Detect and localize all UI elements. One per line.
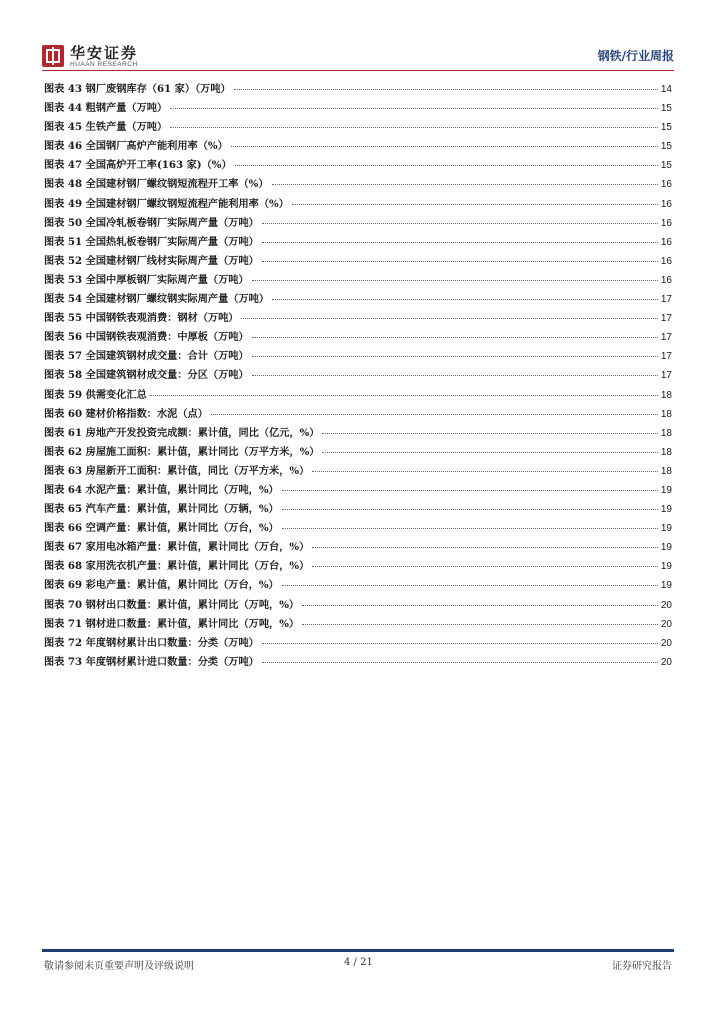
toc-entry[interactable]	[44, 405, 672, 424]
toc-entry[interactable]	[44, 596, 672, 615]
toc-entry-page[interactable]: 20	[660, 637, 672, 649]
toc-leader-dots	[235, 165, 658, 166]
toc-entry[interactable]	[44, 195, 672, 214]
toc-entry-title[interactable]: 图表 50 全国冷轧板卷钢厂实际周产量（万吨）	[44, 216, 259, 229]
logo-chinese-name: 华安证券	[70, 44, 139, 62]
toc-leader-dots	[262, 662, 658, 663]
toc-entry-page[interactable]: 19	[660, 542, 672, 554]
toc-entry-page[interactable]: 16	[660, 179, 672, 191]
toc-leader-dots	[252, 356, 658, 357]
toc-leader-dots	[252, 337, 658, 338]
toc-entry[interactable]	[44, 175, 672, 194]
toc-entry-page[interactable]: 17	[660, 351, 672, 363]
toc-entry-page[interactable]: 16	[660, 255, 672, 267]
toc-entry[interactable]	[44, 99, 672, 118]
toc-leader-dots	[170, 108, 658, 109]
toc-entry-title[interactable]: 图表 68 家用洗衣机产量：累计值，累计同比（万台，%）	[44, 560, 310, 573]
toc-entry[interactable]	[44, 538, 672, 557]
toc-entry-page[interactable]: 18	[660, 427, 672, 439]
toc-entry[interactable]	[44, 576, 672, 595]
toc-entry-title[interactable]: 图表 69 彩电产量：累计值，累计同比（万台，%）	[44, 579, 279, 592]
toc-entry[interactable]	[44, 290, 672, 309]
toc-entry[interactable]	[44, 309, 672, 328]
toc-entry[interactable]	[44, 653, 672, 672]
toc-entry-page[interactable]: 15	[660, 103, 672, 115]
toc-entry-title[interactable]: 图表 60 建材价格指数：水泥（点）	[44, 407, 208, 420]
toc-leader-dots	[252, 280, 658, 281]
footer-report-label: 证券研究报告	[612, 961, 672, 972]
toc-entry[interactable]	[44, 118, 672, 137]
toc-entry-page[interactable]: 20	[660, 618, 672, 630]
toc-entry-title[interactable]: 图表 65 汽车产量：累计值，累计同比（万辆，%）	[44, 503, 279, 516]
toc-entry-title[interactable]: 图表 45 生铁产量（万吨）	[44, 121, 168, 134]
logo-english-name: HUAAN RESEARCH	[70, 61, 138, 68]
page-number: 4 / 21	[344, 957, 373, 968]
toc-entry-title[interactable]: 图表 54 全国建材钢厂螺纹钢实际周产量（万吨）	[44, 293, 270, 306]
toc-leader-dots	[262, 242, 658, 243]
toc-leader-dots	[292, 204, 658, 205]
toc-entry-title[interactable]: 图表 62 房屋施工面积：累计值，累计同比（万平方米，%）	[44, 445, 320, 458]
toc-leader-dots	[262, 643, 658, 644]
toc-entry-page[interactable]: 15	[660, 141, 672, 153]
toc-entry[interactable]	[44, 233, 672, 252]
toc-entry-title[interactable]: 图表 73 年度钢材累计进口数量：分类（万吨）	[44, 655, 259, 668]
toc-leader-dots	[241, 318, 657, 319]
toc-leader-dots	[282, 509, 658, 510]
toc-entry-title[interactable]: 图表 63 房屋新开工面积：累计值，同比（万平方米，%）	[44, 464, 310, 477]
toc-entry-title[interactable]: 图表 43 钢厂废钢库存（61 家）（万吨）	[44, 83, 231, 95]
toc-entry-title[interactable]: 图表 72 年度钢材累计出口数量：分类（万吨）	[44, 636, 259, 649]
toc-entry-title[interactable]: 图表 67 家用电冰箱产量：累计值，累计同比（万台，%）	[44, 541, 310, 554]
toc-entry-page[interactable]: 19	[660, 561, 672, 573]
toc-leader-dots	[322, 433, 657, 434]
toc-entry[interactable]	[44, 557, 672, 576]
toc-entry[interactable]	[44, 156, 672, 175]
toc-entry-title[interactable]: 图表 46 全国钢厂高炉产能利用率（%）	[44, 140, 228, 153]
toc-leader-dots	[170, 127, 658, 128]
toc-entry-title[interactable]: 图表 70 钢材出口数量：累计值，累计同比（万吨，%）	[44, 598, 300, 611]
toc-entry-page[interactable]: 14	[660, 84, 672, 95]
toc-entry-page[interactable]: 17	[660, 332, 672, 344]
toc-entry-title[interactable]: 图表 51 全国热轧板卷钢厂实际周产量（万吨）	[44, 235, 259, 248]
toc-entry-title[interactable]: 图表 52 全国建材钢厂线材实际周产量（万吨）	[44, 254, 259, 267]
toc-entry-title[interactable]: 图表 57 全国建筑钢材成交量：合计（万吨）	[44, 350, 249, 363]
toc-entry[interactable]	[44, 615, 672, 634]
toc-leader-dots	[312, 547, 658, 548]
toc-entry-page[interactable]: 19	[660, 484, 672, 496]
toc-entry-page[interactable]: 16	[660, 236, 672, 248]
toc-entry-title[interactable]: 图表 55 中国钢铁表观消费：钢材（万吨）	[44, 312, 239, 325]
toc-entry-title[interactable]: 图表 61 房地产开发投资完成额：累计值，同比（亿元，%）	[44, 426, 320, 439]
toc-entry[interactable]	[44, 80, 672, 99]
toc-leader-dots	[282, 490, 658, 491]
toc-leader-dots	[302, 605, 658, 606]
toc-entry[interactable]	[44, 462, 672, 481]
toc-entry-title[interactable]: 图表 47 全国高炉开工率(163 家)（%）	[44, 159, 232, 172]
toc-entry-page[interactable]: 16	[660, 274, 672, 286]
toc-leader-dots	[272, 299, 658, 300]
toc-entry-title[interactable]: 图表 53 全国中厚板钢厂实际周产量（万吨）	[44, 273, 249, 286]
report-type: 钢铁/行业周报	[597, 49, 674, 63]
toc-entry[interactable]	[44, 443, 672, 462]
toc-entry-page[interactable]: 15	[660, 160, 672, 172]
toc-entry-page[interactable]: 19	[660, 580, 672, 592]
toc-entry-page[interactable]: 15	[660, 122, 672, 134]
toc-leader-dots	[272, 184, 658, 185]
toc-entry-page[interactable]: 18	[660, 408, 672, 420]
toc-entry-title[interactable]: 图表 44 粗钢产量（万吨）	[44, 102, 168, 115]
toc-entry-page[interactable]: 17	[660, 370, 672, 382]
toc-entry-page[interactable]: 18	[660, 465, 672, 477]
toc-entry[interactable]	[44, 214, 672, 233]
toc-leader-dots	[312, 471, 658, 472]
toc-entry[interactable]	[44, 271, 672, 290]
toc-entry-page[interactable]: 20	[660, 599, 672, 611]
toc-entry-page[interactable]: 20	[660, 656, 672, 668]
toc-entry-page[interactable]: 18	[660, 446, 672, 458]
toc-entry-page[interactable]: 19	[660, 504, 672, 516]
toc-entry-title[interactable]: 图表 56 中国钢铁表观消费：中厚板（万吨）	[44, 331, 249, 344]
toc-entry[interactable]	[44, 137, 672, 156]
toc-leader-dots	[322, 452, 657, 453]
page-header	[42, 40, 674, 70]
toc-entry-page[interactable]: 16	[660, 217, 672, 229]
toc-entry[interactable]	[44, 386, 672, 405]
toc-entry-title[interactable]: 图表 66 空调产量：累计值，累计同比（万台，%）	[44, 522, 279, 535]
toc-leader-dots	[252, 375, 658, 376]
toc-entry[interactable]	[44, 634, 672, 653]
toc-entry-title[interactable]: 图表 58 全国建筑钢材成交量：分区（万吨）	[44, 369, 249, 382]
toc-leader-dots	[211, 414, 658, 415]
toc-entry[interactable]	[44, 328, 672, 347]
toc-entry-page[interactable]: 17	[660, 294, 672, 306]
toc-leader-dots	[262, 261, 658, 262]
toc-entry[interactable]	[44, 519, 672, 538]
toc-entry-title[interactable]: 图表 49 全国建材钢厂螺纹钢短流程产能利用率（%）	[44, 197, 289, 210]
toc-entry[interactable]	[44, 424, 672, 443]
toc-entry[interactable]	[44, 366, 672, 385]
toc-entry[interactable]	[44, 500, 672, 519]
toc-leader-dots	[234, 89, 658, 90]
toc-entry[interactable]	[44, 481, 672, 500]
toc-entry-page[interactable]: 19	[660, 523, 672, 535]
toc-leader-dots	[282, 528, 658, 529]
toc-entry-title[interactable]: 图表 59 供需变化汇总	[44, 388, 147, 401]
toc-leader-dots	[150, 395, 658, 396]
toc-entry-page[interactable]: 17	[660, 313, 672, 325]
header-divider	[42, 70, 674, 71]
footer-disclaimer: 敬请参阅末页重要声明及评级说明	[44, 961, 194, 972]
toc-entry-page[interactable]: 18	[660, 389, 672, 401]
toc-leader-dots	[312, 566, 658, 567]
toc-entry-title[interactable]: 图表 71 钢材进口数量：累计值，累计同比（万吨，%）	[44, 617, 300, 630]
toc-entry[interactable]	[44, 252, 672, 271]
toc-entry-title[interactable]: 图表 48 全国建材钢厂螺纹钢短流程开工率（%）	[44, 178, 269, 191]
footer-divider	[42, 949, 674, 952]
table-of-figures	[44, 80, 672, 672]
toc-entry[interactable]	[44, 347, 672, 366]
toc-leader-dots	[302, 624, 658, 625]
toc-leader-dots	[282, 585, 658, 586]
toc-entry-page[interactable]: 16	[660, 198, 672, 210]
toc-leader-dots	[231, 146, 658, 147]
company-logo-icon	[42, 45, 64, 67]
toc-leader-dots	[262, 223, 658, 224]
toc-entry-title[interactable]: 图表 64 水泥产量：累计值，累计同比（万吨，%）	[44, 483, 279, 496]
